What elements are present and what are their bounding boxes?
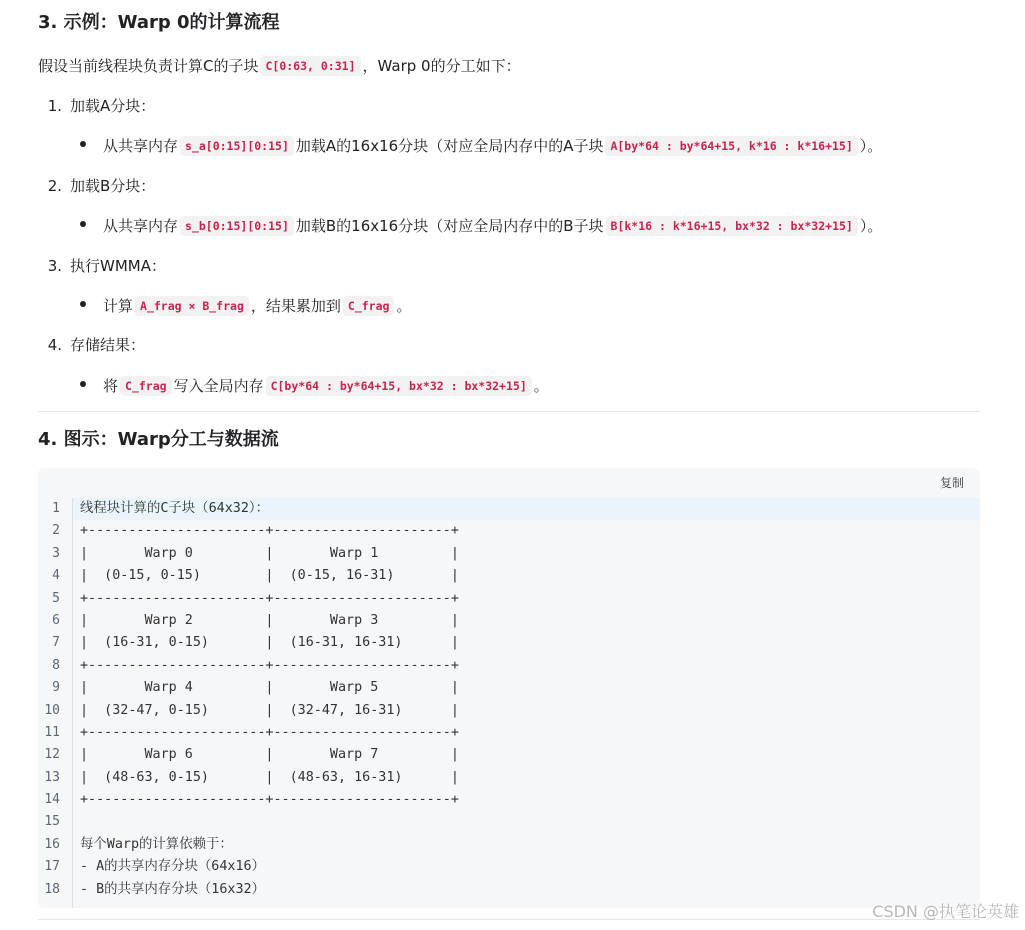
line-number: 13 [44,769,60,785]
bullet-text: 从共享内存 [103,137,179,155]
line-number: 7 [52,635,60,651]
code-line: | Warp 6 | Warp 7 | [80,747,459,763]
bullet-text: 将 [103,377,119,395]
code-frag-product: A_frag × B_frag [135,296,249,316]
line-number: 16 [44,836,60,852]
bullet-text: 。 [396,297,412,315]
intro-code-c-block: C[0:63, 0:31] [260,56,360,76]
step-4 [38,334,145,356]
step-4-bullet [80,375,549,397]
bullet-text: ）。 [859,217,883,235]
step-2-bullet [80,215,882,237]
code-line: - B的共享内存分块（16x32） [80,881,266,897]
code-s-a: s_a[0:15][0:15] [180,136,294,156]
code-s-b: s_b[0:15][0:15] [180,216,294,236]
step-1-title: 加载A分块： [70,97,156,115]
bullet-text: ，结果累加到 [250,297,341,315]
bottom-divider [38,919,980,920]
bullet-text: ）。 [859,137,883,155]
step-4-number: 4. [47,336,62,354]
csdn-watermark: CSDN @执笔论英雄 [872,902,1019,921]
code-line: | (0-15, 0-15) | (0-15, 16-31) | [80,568,459,584]
line-number: 5 [52,590,60,606]
code-line: | Warp 0 | Warp 1 | [80,545,459,561]
bullet-dot [80,381,86,387]
line-number: 12 [44,747,60,763]
step-2-title: 加载B分块： [70,177,156,195]
line-number: 9 [52,680,60,696]
bullet-text: 加载B的16x16分块（对应全局内存中的B子块 [295,217,604,235]
line-number: 17 [44,859,60,875]
line-number: 6 [52,612,60,628]
code-line: | (48-63, 0-15) | (48-63, 16-31) | [80,769,459,785]
code-line: - A的共享内存分块（64x16） [80,859,266,875]
line-number-gutter [38,498,73,908]
line-number: 2 [52,523,60,539]
code-line: 每个Warp的计算依赖于： [80,836,233,852]
intro-text-a: 假设当前线程块负责计算C的子块 [38,57,259,75]
bullet-text: 写入全局内存 [173,377,264,395]
copy-button[interactable]: 复制 [939,476,964,490]
code-line: +----------------------+----------------------+ [80,792,459,808]
section-3-title: 3. 示例：Warp 0的计算流程 [38,12,280,33]
code-c-frag: C_frag [120,376,172,396]
code-line: 线程块计算的C子块（64x32）： [73,498,980,520]
bullet-text: 计算 [103,297,134,315]
code-line: +----------------------+----------------------+ [80,590,459,606]
line-number: 1 [52,501,60,516]
step-3 [38,255,166,277]
line-number: 3 [52,545,60,561]
code-line: | (16-31, 0-15) | (16-31, 16-31) | [80,635,459,651]
code-line [73,811,980,833]
code-line: +----------------------+----------------------+ [80,724,459,740]
step-3-title: 执行WMMA： [70,257,166,275]
code-a-subblock: A[by*64 : by*64+15, k*16 : k*16+15] [605,136,857,156]
step-4-title: 存储结果： [70,336,146,354]
bullet-dot [80,301,86,307]
section-3-intro [38,55,521,77]
bullet-text: 从共享内存 [103,217,179,235]
code-block [38,468,980,908]
step-3-number: 3. [47,257,62,275]
step-1 [38,95,155,117]
code-content [73,498,980,901]
line-number: 4 [52,568,60,584]
intro-text-b: ，Warp 0的分工如下： [362,57,521,75]
divider [38,411,980,412]
code-line: +----------------------+----------------------+ [80,523,459,539]
code-b-subblock: B[k*16 : k*16+15, bx*32 : bx*32+15] [606,216,858,236]
line-number: 15 [44,814,60,830]
line-number: 10 [44,702,60,718]
code-c-global: C[by*64 : by*64+15, bx*32 : bx*32+15] [266,376,532,396]
step-2 [38,175,155,197]
step-1-bullet [80,135,882,157]
line-number: 14 [44,792,60,808]
bullet-dot [80,141,86,147]
line-number: 11 [44,724,60,740]
line-number: 18 [44,881,60,897]
line-number: 8 [52,657,60,673]
bullet-dot [80,221,86,227]
code-line: | Warp 2 | Warp 3 | [80,612,459,628]
step-3-bullet [80,295,411,317]
section-4-title: 4. 图示：Warp分工与数据流 [38,429,279,450]
code-line: | Warp 4 | Warp 5 | [80,680,459,696]
bullet-text: 加载A的16x16分块（对应全局内存中的A子块 [295,137,604,155]
step-2-number: 2. [47,177,62,195]
code-line: +----------------------+----------------------+ [80,657,459,673]
bullet-text: 。 [533,377,549,395]
code-c-frag: C_frag [343,296,395,316]
step-1-number: 1. [47,97,62,115]
code-line: | (32-47, 0-15) | (32-47, 16-31) | [80,702,459,718]
